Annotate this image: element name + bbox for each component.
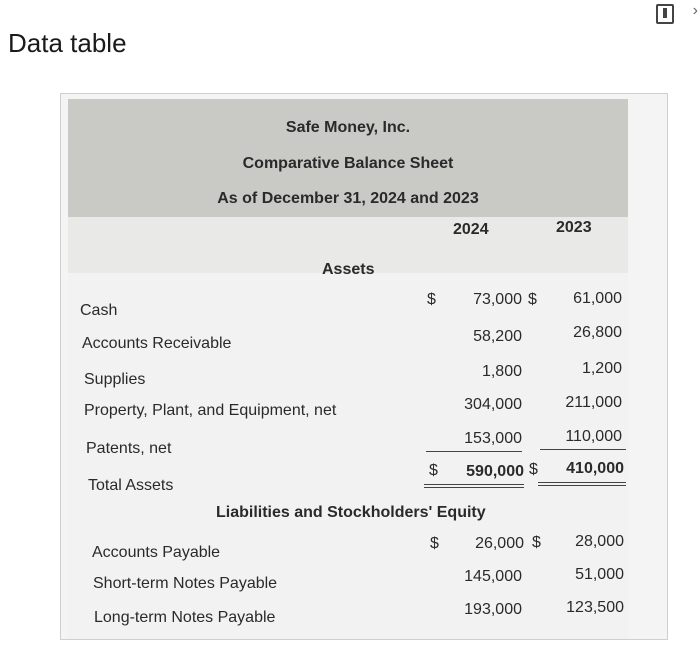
asset-label: Cash (80, 302, 118, 319)
liability-label: Long-term Notes Payable (94, 609, 276, 626)
liability-value-2023: 51,000 (575, 566, 624, 583)
total-assets-2024: 590,000 (466, 463, 524, 480)
asset-value-2023: 26,800 (573, 324, 622, 341)
statement-name: Comparative Balance Sheet (242, 155, 454, 172)
total-assets-label: Total Assets (88, 477, 174, 494)
currency-symbol: $ (427, 291, 436, 308)
liability-value-2023: 123,500 (566, 599, 624, 616)
liability-value-2023: 28,000 (575, 533, 624, 550)
total-rule-2024-b (424, 487, 524, 488)
currency-symbol: $ (532, 534, 541, 551)
asset-value-2024: 58,200 (473, 328, 522, 345)
asset-value-2024: 1,800 (481, 363, 522, 380)
total-assets-2023: 410,000 (566, 460, 624, 477)
year-2024-header: 2024 (453, 221, 489, 238)
currency-symbol: $ (429, 462, 438, 479)
asset-value-2024: 304,000 (464, 396, 522, 413)
year-2023-header: 2023 (556, 219, 592, 236)
liability-value-2024: 193,000 (464, 601, 522, 618)
asset-label: Patents, net (86, 440, 172, 457)
subtotal-rule-2023 (540, 449, 626, 450)
total-rule-2023-b (538, 485, 626, 486)
asset-value-2023: 110,000 (565, 428, 622, 445)
asset-label: Property, Plant, and Equipment, net (84, 402, 337, 419)
asset-label: Accounts Receivable (82, 335, 232, 352)
currency-symbol: $ (430, 535, 439, 552)
balance-sheet (68, 99, 628, 639)
liabilities-heading: Liabilities and Stockholders' Equity (216, 504, 486, 521)
asset-label: Supplies (84, 371, 146, 388)
window-title: Data table (8, 28, 127, 58)
asset-value-2024: 73,000 (473, 291, 522, 308)
assets-heading: Assets (322, 261, 375, 278)
asset-value-2024: 153,000 (464, 430, 522, 447)
liability-value-2024: 26,000 (475, 535, 524, 552)
asset-value-2023: 61,000 (573, 290, 622, 307)
minimize-icon[interactable] (656, 4, 674, 24)
company-name: Safe Money, Inc. (285, 119, 411, 136)
currency-symbol: $ (529, 461, 538, 478)
asset-value-2023: 211,000 (565, 394, 622, 411)
subtotal-rule-2024 (426, 451, 522, 452)
close-icon[interactable]: › (692, 2, 698, 19)
asset-value-2023: 1,200 (581, 360, 622, 377)
liability-label: Short-term Notes Payable (93, 575, 278, 592)
statement-period: As of December 31, 2024 and 2023 (217, 190, 479, 207)
currency-symbol: $ (528, 291, 537, 308)
liability-label: Accounts Payable (92, 544, 221, 561)
liability-value-2024: 145,000 (464, 568, 522, 585)
total-rule-2023-a (538, 482, 626, 483)
total-rule-2024-a (424, 484, 524, 485)
